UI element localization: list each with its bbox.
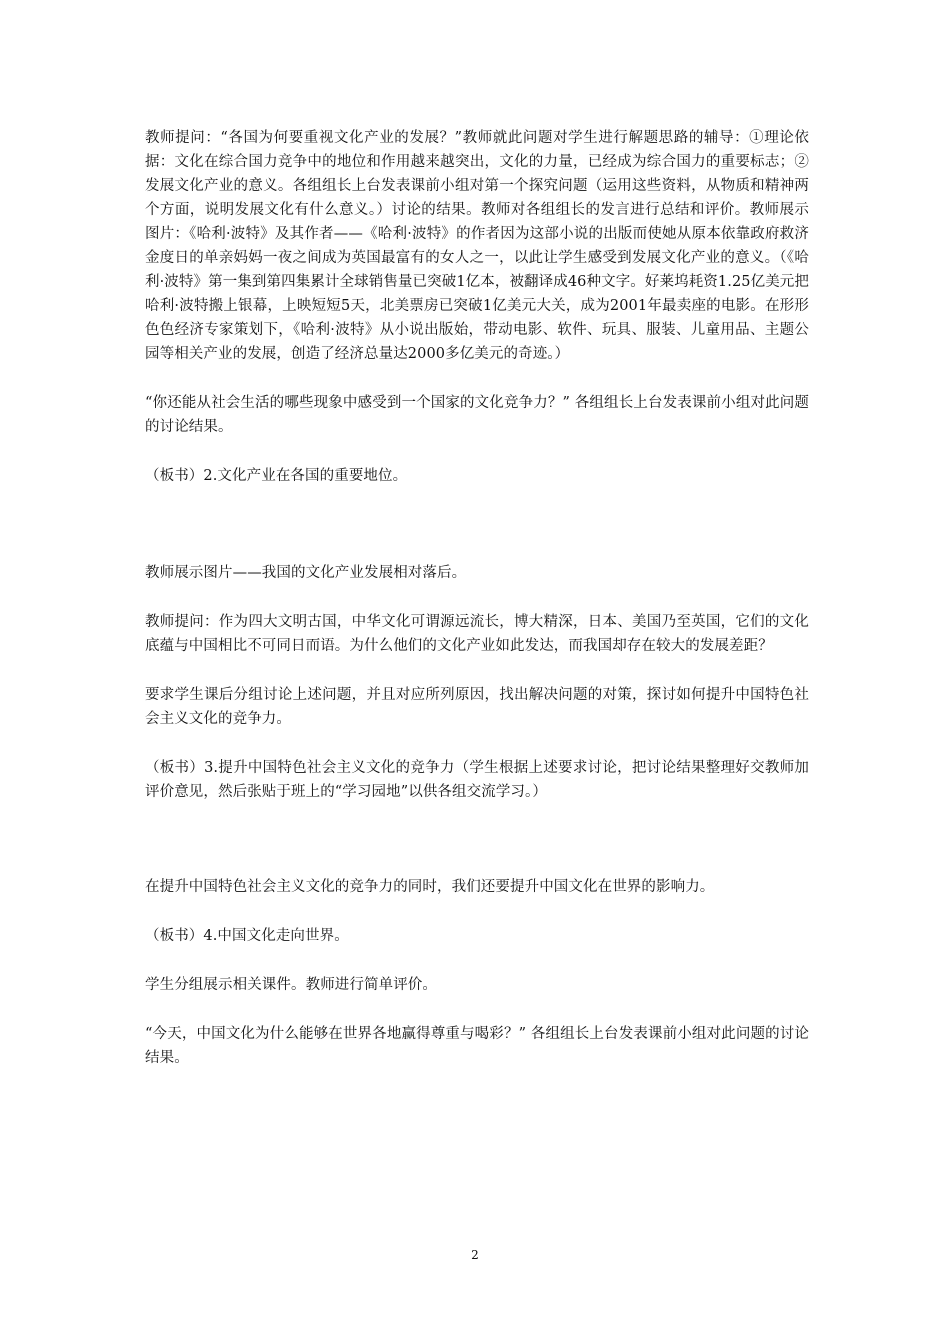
paragraph-spacer xyxy=(145,366,809,391)
paragraph-board-note-4: （板书）4.中国文化走向世界。 xyxy=(145,928,349,944)
paragraph-spacer-large xyxy=(145,488,809,561)
page-number: 2 xyxy=(471,1248,479,1262)
paragraph-student-presentation: 学生分组展示相关课件。教师进行简单评价。 xyxy=(145,977,437,993)
paragraph-spacer xyxy=(145,899,809,924)
paragraph-spacer xyxy=(145,731,809,756)
document-body xyxy=(145,126,809,1070)
paragraph-spacer xyxy=(145,439,809,464)
paragraph-group-discussion-requirement: 要求学生课后分组讨论上述问题，并且对应所列原因，找出解决问题的对策，探讨如何提升中国特色社会主义文化的竞争力。 xyxy=(145,687,809,727)
paragraph-spacer xyxy=(145,948,809,973)
paragraph-spacer xyxy=(145,997,809,1022)
paragraph-teacher-shows-picture: 教师展示图片——我国的文化产业发展相对落后。 xyxy=(145,565,467,581)
paragraph-spacer xyxy=(145,658,809,683)
paragraph-board-note-2: （板书）2.文化产业在各国的重要地位。 xyxy=(145,468,408,484)
paragraph-teacher-question-harry-potter: 教师提问：“各国为何要重视文化产业的发展？”教师就此问题对学生进行解题思路的辅导：①理论依据：文化在综合国力竞争中的地位和作用越来越突出，文化的力量，已经成为综合国力的重要标志；②发展文化产业的意义。各组组长上台发表课前小组对第一个探究问题（运用这些资料，从物质和精神两个方面，说明发展文化有什么意义。）讨论的结果。教师对各组组长的发言进行总结和评价。教师展示图片：《哈利·波特》及其作者——《哈利·波特》的作者因为这部小说的出版而使她从原本依靠政府救济金度日的单亲妈妈一夜之间成为英国最富有的女人之一，以此让学生感受到发展文化产业的意义。（《哈利·波特》第一集到第四集累计全球销售量已突破1亿本，被翻译成46种文字。好莱坞耗资1.25亿美元把哈利·波特搬上银幕，上映短短5天，北美票房已突破1亿美元大关，成为2001年最卖座的电影。在形形色色经济专家策划下，《哈利·波特》从小说出版始，带动电影、软件、玩具、服装、儿童用品、主题公园等相关产业的发展，创造了经济总量达2000多亿美元的奇迹。） xyxy=(145,130,809,362)
paragraph-cultural-competitiveness-question: “你还能从社会生活的哪些现象中感受到一个国家的文化竞争力？” 各组组长上台发表课前小组对此问题的讨论结果。 xyxy=(145,395,809,435)
paragraph-chinese-culture-respect-question: “今天，中国文化为什么能够在世界各地赢得尊重与喝彩？” 各组组长上台发表课前小组对此问题的讨论结果。 xyxy=(145,1026,809,1066)
paragraph-spacer-large xyxy=(145,804,809,875)
paragraph-teacher-question-ancient-civilization: 教师提问：作为四大文明古国，中华文化可谓源远流长，博大精深，日本、美国乃至英国，它们的文化底蕴与中国相比不可同日而语。为什么他们的文化产业如此发达，而我国却存在较大的发展差距？ xyxy=(145,614,809,654)
paragraph-spacer xyxy=(145,585,809,610)
paragraph-world-influence: 在提升中国特色社会主义文化的竞争力的同时，我们还要提升中国文化在世界的影响力。 xyxy=(145,879,715,895)
paragraph-board-note-3: （板书）3.提升中国特色社会主义文化的竞争力（学生根据上述要求讨论，把讨论结果整理好交教师加评价意见，然后张贴于班上的“学习园地”以供各组交流学习。） xyxy=(145,760,809,800)
